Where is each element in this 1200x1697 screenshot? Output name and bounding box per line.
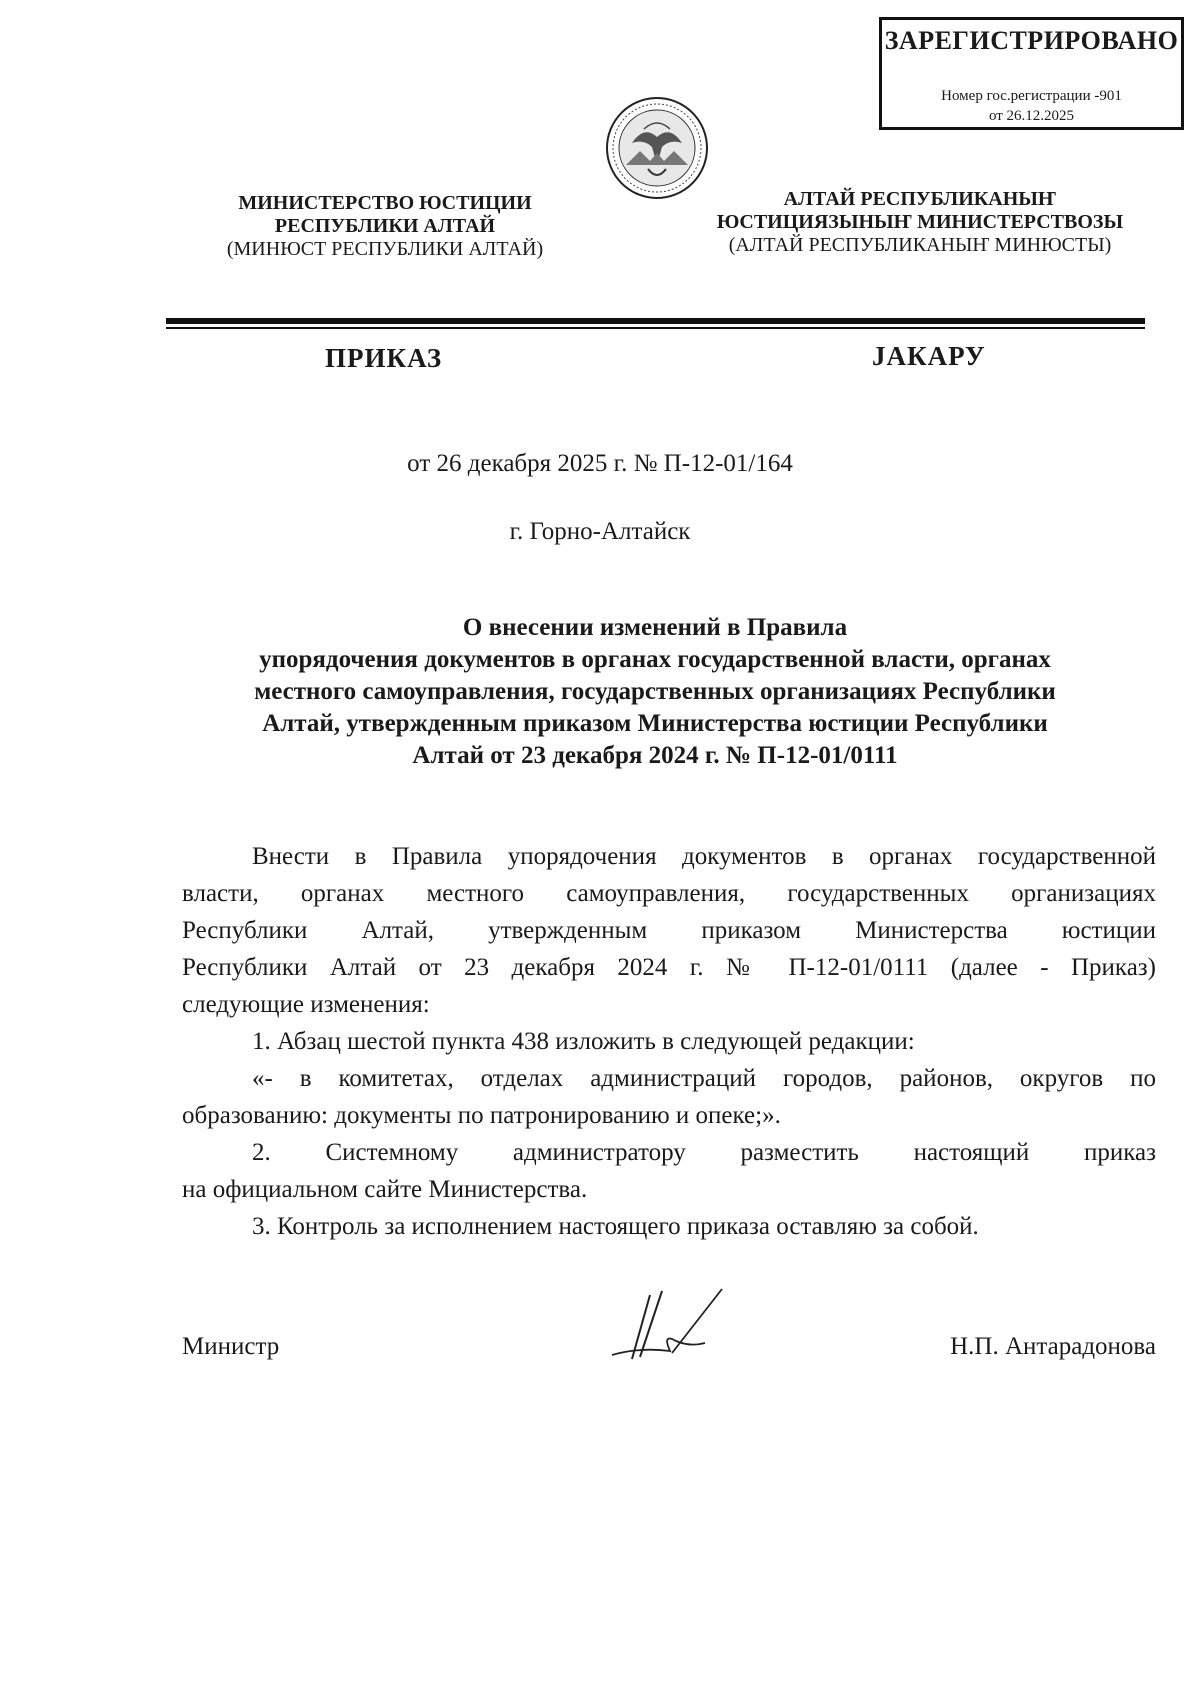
header-divider-thick (166, 318, 1145, 324)
stamp-registration-date: от 26.12.2025 (988, 108, 1075, 124)
order-date-number: от 26 декабря 2025 г. № П-12-01/164 (407, 450, 793, 477)
order-label-russian: ПРИКАЗ (325, 343, 443, 373)
stamp-title: ЗАРЕГИСТРИРОВАНО (884, 26, 1179, 55)
ministry-name-line1: МИНИСТЕРСТВО ЮСТИЦИИ (238, 192, 532, 214)
ministry-header-russian (200, 192, 570, 261)
body-item-1: 1. Абзац шестой пункта 438 изложить в следующей редакции: (252, 1028, 915, 1055)
body-line: следующие изменения: (182, 991, 430, 1018)
ministry-name-altai-line1: АЛТАЙ РЕСПУБЛИКАНЫҤ (783, 188, 1057, 210)
republic-emblem-icon (604, 95, 710, 201)
ministry-header-altai (695, 188, 1145, 257)
body-item-2: 2. Системному администратору разместить настоящий приказ (252, 1139, 1156, 1166)
order-body (182, 838, 1156, 1245)
stamp-registration-number: Номер гос.регистрации -901 (941, 88, 1122, 104)
body-line: Республики Алтай, утвержденным приказом Министерства юстиции (182, 917, 1156, 944)
registration-stamp (879, 17, 1184, 130)
body-item-2-cont: на официальном сайте Министерства. (182, 1176, 588, 1203)
ministry-short-name-altai: (АЛТАЙ РЕСПУБЛИКАНЫҤ МИНЮСТЫ) (728, 234, 1112, 256)
body-line: Внести в Правила упорядочения документов в органах государственной (252, 843, 1156, 870)
handwritten-signature (610, 1285, 735, 1365)
ministry-name-altai-line2: ЮСТИЦИЯЗЫНЫҤ МИНИСТЕРСТВОЗЫ (716, 211, 1124, 233)
body-item-3: 3. Контроль за исполнением настоящего приказа оставляю за собой. (252, 1213, 979, 1240)
header-divider-thin (166, 327, 1145, 329)
body-line: Республики Алтай от 23 декабря 2024 г. № П-12-01/0111 (далее - Приказ) (182, 954, 1156, 981)
title-line: местного самоуправления, государственных организациях Республики (254, 678, 1056, 705)
ministry-short-name: (МИНЮСТ РЕСПУБЛИКИ АЛТАЙ) (226, 238, 544, 260)
ministry-name-line2: РЕСПУБЛИКИ АЛТАЙ (274, 215, 496, 237)
signatory-title: Министр (182, 1333, 280, 1360)
order-city: г. Горно-Алтайск (509, 518, 691, 545)
order-title (190, 612, 1120, 772)
title-line: О внесении изменений в Правила (462, 614, 848, 641)
signatory-name: Н.П. Антарадонова (950, 1333, 1156, 1360)
body-quote-line: «- в комитетах, отделах администраций городов, районов, округов по (252, 1065, 1156, 1092)
title-line: упорядочения документов в органах государственной власти, органах (259, 646, 1051, 673)
body-quote-line: образованию: документы по патронированию и опеке;». (182, 1102, 781, 1129)
order-label-altai: ЈАКАРУ (872, 341, 986, 371)
title-line: Алтай от 23 декабря 2024 г. № П-12-01/0111 (412, 742, 898, 769)
body-line: власти, органах местного самоуправления, государственных организациях (182, 880, 1156, 907)
title-line: Алтай, утвержденным приказом Министерства юстиции Республики (262, 710, 1048, 737)
